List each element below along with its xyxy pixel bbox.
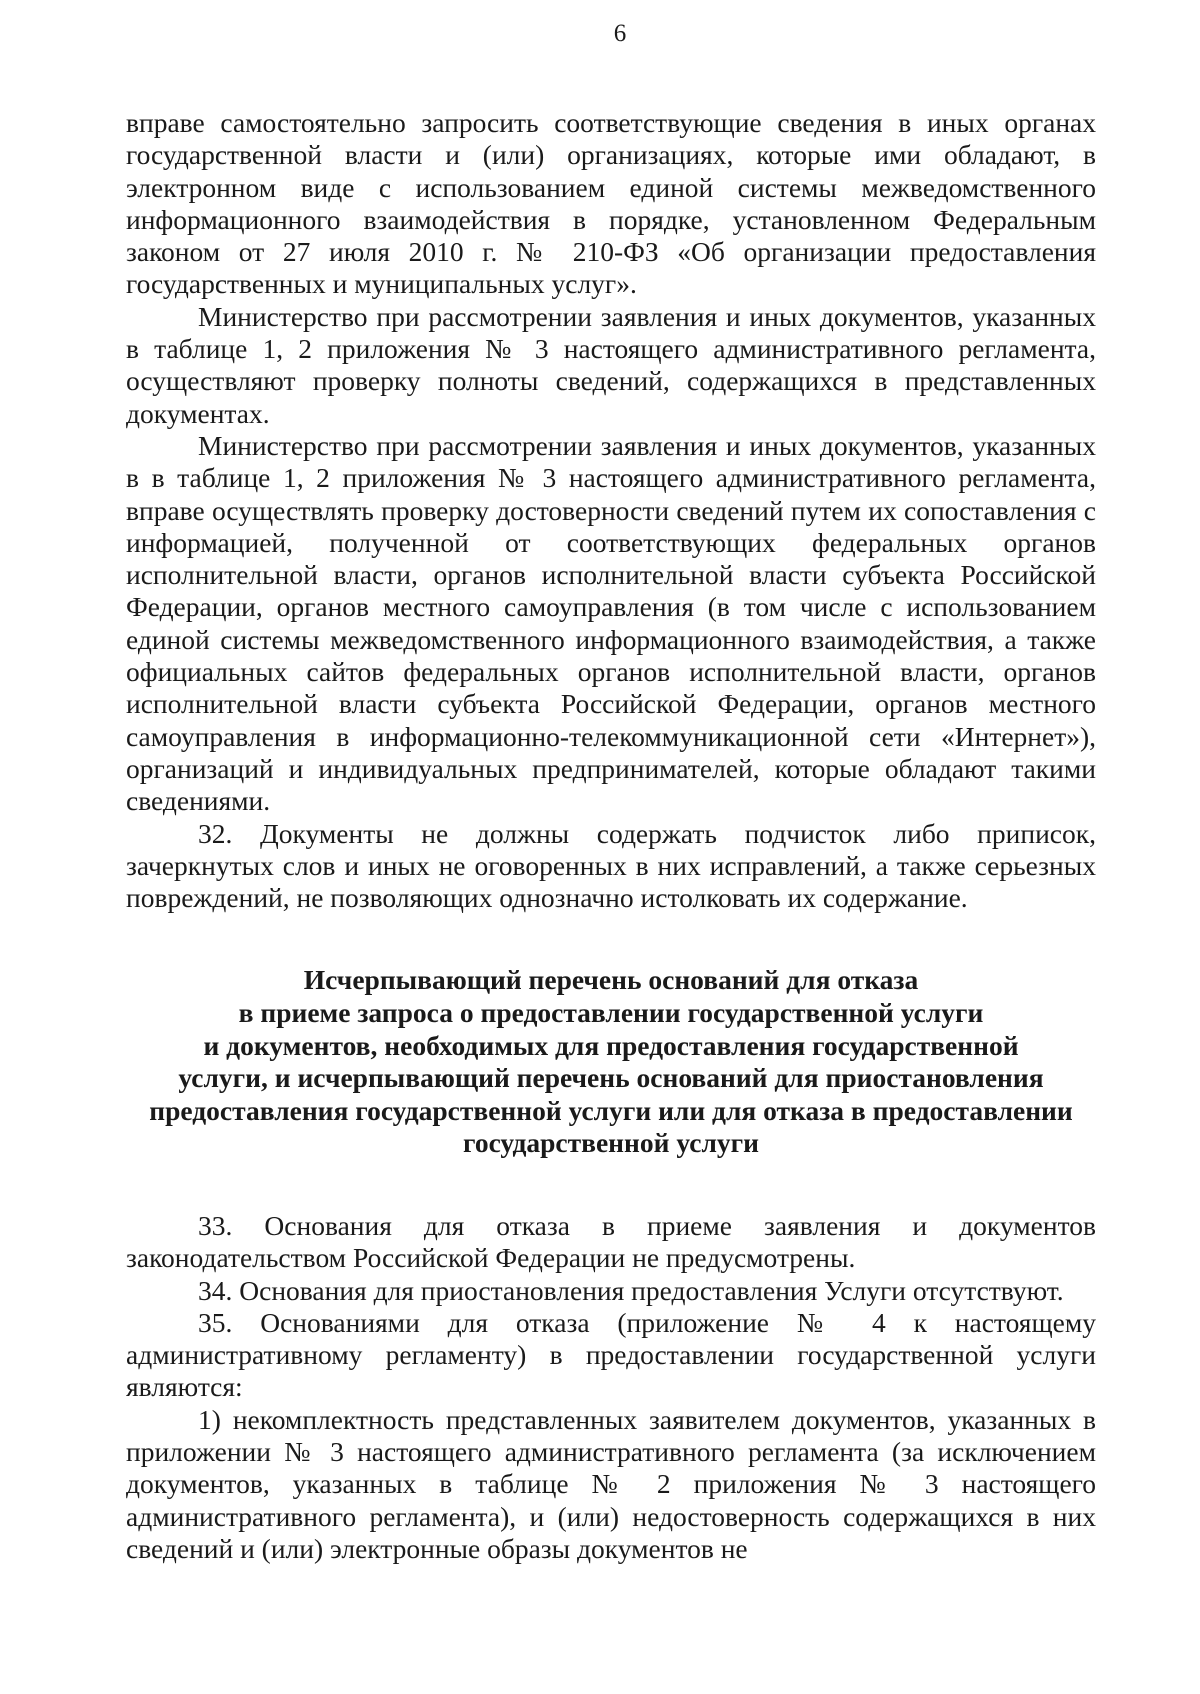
paragraph-item-35: 35. Основаниями для отказа (приложение № 4 к настоящему административному регламенту) в предоставлении государственной услуги являются: [126, 1306, 1096, 1403]
paragraph-continuation: вправе самостоятельно запросить соответствующие сведения в иных органах государственной власти и (или) организациях, которые ими обладают, в электронном виде с использованием единой системы межведомственного информационного взаимодействия в порядке, установленном Федеральным законом от 27 июля 2010 г. № 210-ФЗ «Об организации предоставления государственных и муниципальных услуг». [126, 107, 1096, 300]
heading-line: предоставления государственной услуги или для отказа в предоставлении [149, 1094, 1073, 1126]
paragraph-item-34: 34. Основания для приостановления предоставления Услуги отсутствуют. [198, 1274, 1064, 1306]
heading-line: и документов, необходимых для предоставления государственной [203, 1029, 1019, 1061]
section-heading [126, 964, 1096, 1160]
heading-line: Исчерпывающий перечень оснований для отказа [303, 964, 919, 996]
heading-line: в приеме запроса о предоставлении государственной услуги [238, 997, 984, 1029]
paragraph-item-33: 33. Основания для отказа в приеме заявления и документов законодательством Российской Федерации не предусмотрены. [126, 1209, 1096, 1274]
paragraph-subitem-1: 1) некомплектность представленных заявителем документов, указанных в приложении № 3 настоящего административного регламента (за исключением документов, указанных в таблице № 2 приложения № 3 настоящего административного регламента), и (или) недостоверность содержащихся в них сведений и (или) электронные образы документов не [126, 1403, 1096, 1564]
page-number: 6 [613, 20, 627, 47]
paragraph-item-32: 32. Документы не должны содержать подчисток либо приписок, зачеркнутых слов и иных не оговоренных в них исправлений, а также серьезных повреждений, не позволяющих однозначно истолковать их содержание. [126, 817, 1096, 914]
heading-line: услуги, и исчерпывающий перечень оснований для приостановления [178, 1062, 1044, 1094]
paragraph-ministry-completeness-check: Министерство при рассмотрении заявления и иных документов, указанных в таблице 1, 2 приложения № 3 настоящего административного регламента, осуществляют проверку полноты сведений, содержащихся в представленных документах. [126, 300, 1096, 429]
heading-line: государственной услуги [463, 1127, 759, 1159]
paragraph-ministry-reliability-check: Министерство при рассмотрении заявления и иных документов, указанных в в таблице 1, 2 приложения № 3 настоящего административного регламента, вправе осуществлять проверку достоверности сведений путем их сопоставления с информацией, полученной от соответствующих федеральных органов исполнительной власти, органов исполнительной власти субъекта Российской Федерации, органов местного самоуправления (в том числе с использованием единой системы межведомственного информационного взаимодействия, а также официальных сайтов федеральных органов исполнительной власти, органов исполнительной власти субъекта Российской Федерации, органов местного самоуправления в информационно-телекоммуникационной сети «Интернет»), организаций и индивидуальных предпринимателей, которые обладают такими сведениями. [126, 429, 1096, 817]
document-body [126, 107, 1096, 1565]
